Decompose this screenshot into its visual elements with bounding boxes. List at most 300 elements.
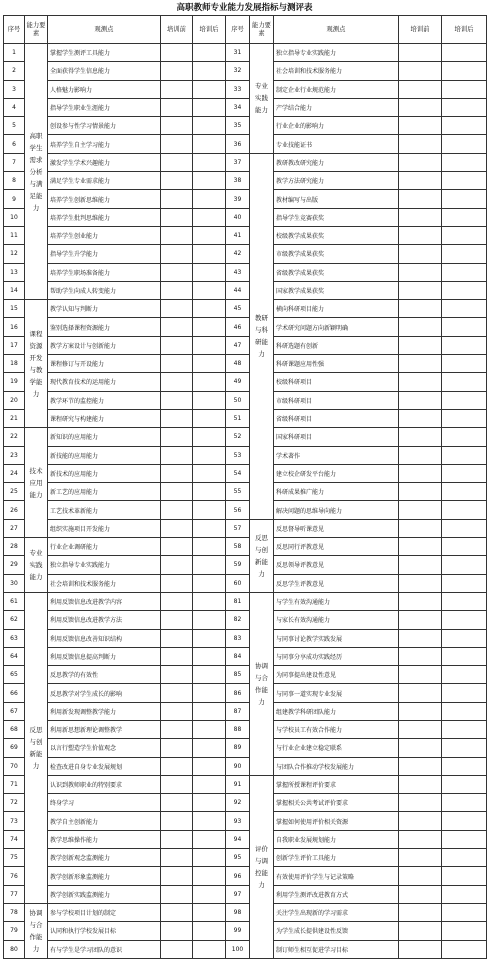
post-training-cell — [193, 830, 226, 848]
item-number: 52 — [226, 428, 250, 446]
observation-point: 培养学生创业能力 — [48, 226, 161, 244]
pre-training-cell — [161, 117, 193, 135]
item-number: 84 — [226, 647, 250, 665]
observation-point: 横向科研项目能力 — [274, 300, 399, 318]
post-training-cell — [193, 483, 226, 501]
pre-training-cell — [161, 519, 193, 537]
item-number: 18 — [4, 355, 25, 373]
table-row — [4, 428, 487, 446]
ability-category: 评价与调控能力 — [250, 775, 274, 958]
item-number: 46 — [226, 318, 250, 336]
observation-point: 自我职业发展规划能力 — [274, 830, 399, 848]
pre-training-cell — [399, 757, 442, 775]
observation-point: 制订师生相互促进学习目标 — [274, 940, 399, 958]
observation-point: 终身学习 — [48, 794, 161, 812]
observation-point: 市级科研项目 — [274, 391, 399, 409]
post-training-cell — [442, 80, 487, 98]
header-no: 序号 — [4, 16, 25, 44]
observation-point: 校级教学成果获奖 — [274, 226, 399, 244]
item-number: 82 — [226, 611, 250, 629]
post-training-cell — [193, 903, 226, 921]
post-training-cell — [442, 629, 487, 647]
item-number: 8 — [4, 172, 25, 190]
pre-training-cell — [161, 281, 193, 299]
observation-point: 学术研究问题方向新颖明确 — [274, 318, 399, 336]
header-post: 培训后 — [442, 16, 487, 44]
item-number: 12 — [4, 245, 25, 263]
pre-training-cell — [161, 592, 193, 610]
pre-training-cell — [399, 574, 442, 592]
item-number: 49 — [226, 373, 250, 391]
pre-training-cell — [399, 684, 442, 702]
pre-training-cell — [399, 903, 442, 921]
item-number: 61 — [4, 592, 25, 610]
pre-training-cell — [399, 226, 442, 244]
pre-training-cell — [161, 739, 193, 757]
item-number: 27 — [4, 519, 25, 537]
header-no: 序号 — [226, 16, 250, 44]
post-training-cell — [193, 373, 226, 391]
observation-point: 培养学生批判思维能力 — [48, 208, 161, 226]
observation-point: 新工艺的应用能力 — [48, 483, 161, 501]
table-row — [4, 812, 487, 830]
post-training-cell — [193, 812, 226, 830]
pre-training-cell — [161, 684, 193, 702]
observation-point: 关注学生出现新的学习需求 — [274, 903, 399, 921]
observation-point: 培养学生自主学习能力 — [48, 135, 161, 153]
pre-training-cell — [399, 373, 442, 391]
pre-training-cell — [161, 135, 193, 153]
item-number: 71 — [4, 775, 25, 793]
table-row — [4, 849, 487, 867]
pre-training-cell — [161, 208, 193, 226]
post-training-cell — [193, 117, 226, 135]
post-training-cell — [442, 391, 487, 409]
post-training-cell — [193, 44, 226, 62]
item-number: 55 — [226, 483, 250, 501]
post-training-cell — [193, 757, 226, 775]
item-number: 97 — [226, 885, 250, 903]
post-training-cell — [193, 428, 226, 446]
pre-training-cell — [399, 940, 442, 958]
item-number: 58 — [226, 538, 250, 556]
observation-point: 科研选题有创新 — [274, 336, 399, 354]
pre-training-cell — [161, 446, 193, 464]
table-body-top — [4, 44, 487, 593]
header-pre: 培训前 — [399, 16, 442, 44]
item-number: 74 — [4, 830, 25, 848]
post-training-cell — [193, 135, 226, 153]
post-training-cell — [442, 812, 487, 830]
post-training-cell — [193, 775, 226, 793]
post-training-cell — [193, 226, 226, 244]
table-row — [4, 483, 487, 501]
pre-training-cell — [399, 117, 442, 135]
post-training-cell — [193, 629, 226, 647]
pre-training-cell — [399, 867, 442, 885]
item-number: 93 — [226, 812, 250, 830]
pre-training-cell — [399, 62, 442, 80]
observation-point: 利用学生测评改进教育方式 — [274, 885, 399, 903]
item-number: 24 — [4, 464, 25, 482]
item-number: 22 — [4, 428, 25, 446]
observation-point: 教学认知与判断力 — [48, 300, 161, 318]
item-number: 25 — [4, 483, 25, 501]
post-training-cell — [442, 300, 487, 318]
observation-point: 市级教学成果获奖 — [274, 245, 399, 263]
pre-training-cell — [399, 135, 442, 153]
observation-point: 教学环节的监控能力 — [48, 391, 161, 409]
post-training-cell — [442, 409, 487, 427]
post-training-cell — [442, 208, 487, 226]
table-row — [4, 318, 487, 336]
observation-point: 利用反馈信息改进教学内容 — [48, 592, 161, 610]
pre-training-cell — [161, 812, 193, 830]
ability-category: 协调与合作能力 — [25, 903, 48, 958]
item-number: 34 — [226, 98, 250, 116]
observation-point: 教学方法研究能力 — [274, 172, 399, 190]
pre-training-cell — [399, 775, 442, 793]
post-training-cell — [442, 318, 487, 336]
post-training-cell — [193, 318, 226, 336]
pre-training-cell — [161, 775, 193, 793]
item-number: 85 — [226, 666, 250, 684]
item-number: 65 — [4, 666, 25, 684]
observation-point: 利用新思想新理论调整教学 — [48, 720, 161, 738]
item-number: 1 — [4, 44, 25, 62]
item-number: 11 — [4, 226, 25, 244]
post-training-cell — [193, 592, 226, 610]
post-training-cell — [193, 80, 226, 98]
pre-training-cell — [399, 647, 442, 665]
item-number: 77 — [4, 885, 25, 903]
pre-training-cell — [399, 336, 442, 354]
observation-point: 与同事讨论教学实践发展 — [274, 629, 399, 647]
table-row — [4, 336, 487, 354]
post-training-cell — [442, 226, 487, 244]
item-number: 44 — [226, 281, 250, 299]
item-number: 13 — [4, 263, 25, 281]
post-training-cell — [193, 794, 226, 812]
item-number: 67 — [4, 702, 25, 720]
item-number: 87 — [226, 702, 250, 720]
pre-training-cell — [399, 355, 442, 373]
observation-point: 掌握相关公共考试评价要求 — [274, 794, 399, 812]
post-training-cell — [193, 409, 226, 427]
item-number: 78 — [4, 903, 25, 921]
pre-training-cell — [399, 702, 442, 720]
observation-point: 利用新发现调整教学能力 — [48, 702, 161, 720]
observation-point: 科研课题应用性强 — [274, 355, 399, 373]
post-training-cell — [193, 172, 226, 190]
pre-training-cell — [399, 849, 442, 867]
post-training-cell — [193, 391, 226, 409]
post-training-cell — [442, 556, 487, 574]
table-row — [4, 794, 487, 812]
pre-training-cell — [399, 922, 442, 940]
observation-point: 创设参与性学习情景能力 — [48, 117, 161, 135]
pre-training-cell — [399, 501, 442, 519]
observation-point: 教学创新形象监测能力 — [48, 867, 161, 885]
pre-training-cell — [161, 44, 193, 62]
item-number: 83 — [226, 629, 250, 647]
observation-point: 教学创新实践监测能力 — [48, 885, 161, 903]
pre-training-cell — [161, 501, 193, 519]
observation-point: 组建教学科研团队能力 — [274, 702, 399, 720]
item-number: 54 — [226, 464, 250, 482]
post-training-cell — [193, 702, 226, 720]
table-row — [4, 355, 487, 373]
observation-point: 工艺技术革新能力 — [48, 501, 161, 519]
pre-training-cell — [161, 647, 193, 665]
observation-point: 行业企业的影响力 — [274, 117, 399, 135]
ability-category: 反思与创新能力 — [25, 592, 48, 903]
item-number: 41 — [226, 226, 250, 244]
post-training-cell — [193, 666, 226, 684]
item-number: 60 — [226, 574, 250, 592]
post-training-cell — [442, 666, 487, 684]
observation-point: 教学自主创新能力 — [48, 812, 161, 830]
pre-training-cell — [161, 922, 193, 940]
pre-training-cell — [161, 794, 193, 812]
observation-point: 与学生有效沟通能力 — [274, 592, 399, 610]
table-row — [4, 629, 487, 647]
post-training-cell — [442, 117, 487, 135]
pre-training-cell — [399, 720, 442, 738]
post-training-cell — [442, 885, 487, 903]
observation-point: 教学思维操作能力 — [48, 830, 161, 848]
pre-training-cell — [161, 355, 193, 373]
observation-point: 新技能的应用能力 — [48, 446, 161, 464]
table-row — [4, 903, 487, 921]
pre-training-cell — [399, 245, 442, 263]
header-point: 观测点 — [274, 16, 399, 44]
post-training-cell — [442, 684, 487, 702]
ability-category: 协调与合作能力 — [250, 592, 274, 775]
item-number: 9 — [4, 190, 25, 208]
observation-point: 教学创新观念监测能力 — [48, 849, 161, 867]
post-training-cell — [442, 355, 487, 373]
item-number: 17 — [4, 336, 25, 354]
pre-training-cell — [161, 263, 193, 281]
post-training-cell — [193, 739, 226, 757]
pre-training-cell — [399, 464, 442, 482]
item-number: 51 — [226, 409, 250, 427]
table-title: 高职教师专业能力发展指标与测评表 — [176, 3, 313, 13]
observation-point: 利用反馈信息提高判断力 — [48, 647, 161, 665]
observation-point: 反思同行评教意见 — [274, 538, 399, 556]
pre-training-cell — [161, 538, 193, 556]
pre-training-cell — [161, 62, 193, 80]
post-training-cell — [193, 355, 226, 373]
item-number: 96 — [226, 867, 250, 885]
pre-training-cell — [399, 318, 442, 336]
observation-point: 反思教学的有效性 — [48, 666, 161, 684]
item-number: 73 — [4, 812, 25, 830]
post-training-cell — [442, 757, 487, 775]
pre-training-cell — [161, 245, 193, 263]
ability-category: 反思与创新能力 — [250, 519, 274, 592]
pre-training-cell — [399, 592, 442, 610]
post-training-cell — [193, 245, 226, 263]
pre-training-cell — [161, 464, 193, 482]
post-training-cell — [442, 245, 487, 263]
item-number: 42 — [226, 245, 250, 263]
table-row — [4, 592, 487, 610]
item-number: 2 — [4, 62, 25, 80]
post-training-cell — [193, 336, 226, 354]
table-row — [4, 281, 487, 299]
observation-point: 教材编写与出版 — [274, 190, 399, 208]
pre-training-cell — [399, 208, 442, 226]
observation-point: 全面获得学生信息能力 — [48, 62, 161, 80]
post-training-cell — [193, 922, 226, 940]
table-row — [4, 684, 487, 702]
post-training-cell — [193, 849, 226, 867]
table-row — [4, 135, 487, 153]
observation-point: 以言行塑造学生价值观念 — [48, 739, 161, 757]
post-training-cell — [193, 464, 226, 482]
pre-training-cell — [161, 903, 193, 921]
observation-point: 反思学生评教意见 — [274, 574, 399, 592]
item-number: 59 — [226, 556, 250, 574]
table-row — [4, 62, 487, 80]
pre-training-cell — [161, 702, 193, 720]
pre-training-cell — [161, 336, 193, 354]
table-row — [4, 556, 487, 574]
table-row — [4, 611, 487, 629]
observation-point: 认同和执行学校发展目标 — [48, 922, 161, 940]
pre-training-cell — [399, 300, 442, 318]
item-number: 5 — [4, 117, 25, 135]
table-row — [4, 666, 487, 684]
table-body-bottom — [4, 592, 487, 958]
observation-point: 参与学校项目计划的制定 — [48, 903, 161, 921]
pre-training-cell — [161, 318, 193, 336]
observation-point: 指导学生职业生涯能力 — [48, 98, 161, 116]
pre-training-cell — [161, 153, 193, 171]
table-row — [4, 245, 487, 263]
item-number: 15 — [4, 300, 25, 318]
observation-point: 产学结合能力 — [274, 98, 399, 116]
post-training-cell — [442, 263, 487, 281]
observation-point: 社会培训和技术服务能力 — [48, 574, 161, 592]
observation-point: 检查改进自身专业发展规划 — [48, 757, 161, 775]
post-training-cell — [193, 611, 226, 629]
item-number: 79 — [4, 922, 25, 940]
observation-point: 培养学生职场准备能力 — [48, 263, 161, 281]
item-number: 95 — [226, 849, 250, 867]
observation-point: 与家长有效沟通能力 — [274, 611, 399, 629]
post-training-cell — [193, 281, 226, 299]
item-number: 39 — [226, 190, 250, 208]
item-number: 100 — [226, 940, 250, 958]
observation-point: 专业技能证书 — [274, 135, 399, 153]
pre-training-cell — [399, 80, 442, 98]
pre-training-cell — [161, 483, 193, 501]
pre-training-cell — [161, 867, 193, 885]
post-training-cell — [442, 464, 487, 482]
item-number: 81 — [226, 592, 250, 610]
item-number: 94 — [226, 830, 250, 848]
post-training-cell — [442, 98, 487, 116]
table-row — [4, 867, 487, 885]
pre-training-cell — [161, 611, 193, 629]
post-training-cell — [442, 281, 487, 299]
table-row — [4, 885, 487, 903]
header-ability: 能力要素 — [250, 16, 274, 44]
item-number: 69 — [4, 739, 25, 757]
post-training-cell — [193, 519, 226, 537]
item-number: 20 — [4, 391, 25, 409]
table-row — [4, 226, 487, 244]
item-number: 10 — [4, 208, 25, 226]
post-training-cell — [193, 62, 226, 80]
pre-training-cell — [399, 263, 442, 281]
observation-point: 与团队合作推动学校发展能力 — [274, 757, 399, 775]
table-row — [4, 208, 487, 226]
table-row — [4, 98, 487, 116]
observation-point: 科研成果推广能力 — [274, 483, 399, 501]
post-training-cell — [442, 483, 487, 501]
table-row — [4, 830, 487, 848]
item-number: 72 — [4, 794, 25, 812]
observation-point: 掌握学生测评工具能力 — [48, 44, 161, 62]
observation-point: 掌握如何使用评价相关资源 — [274, 812, 399, 830]
table-row — [4, 391, 487, 409]
table-row — [4, 538, 487, 556]
post-training-cell — [193, 647, 226, 665]
pre-training-cell — [161, 226, 193, 244]
observation-point: 利用反馈信息改善知识结构 — [48, 629, 161, 647]
item-number: 99 — [226, 922, 250, 940]
observation-point: 有效使用评价学生与记录策略 — [274, 867, 399, 885]
observation-point: 指导学生竞赛获奖 — [274, 208, 399, 226]
observation-point: 掌握所授课程评价要求 — [274, 775, 399, 793]
observation-point: 指导学生升学能力 — [48, 245, 161, 263]
item-number: 38 — [226, 172, 250, 190]
observation-point: 建立校企研发平台能力 — [274, 464, 399, 482]
item-number: 45 — [226, 300, 250, 318]
item-number: 26 — [4, 501, 25, 519]
observation-point: 反思督导听课意见 — [274, 519, 399, 537]
observation-point: 为学生成长提供建设性反馈 — [274, 922, 399, 940]
table-row — [4, 446, 487, 464]
item-number: 57 — [226, 519, 250, 537]
item-number: 30 — [4, 574, 25, 592]
post-training-cell — [442, 720, 487, 738]
pre-training-cell — [161, 757, 193, 775]
observation-point: 激发学生学术兴趣能力 — [48, 153, 161, 171]
observation-point: 教研教改研究能力 — [274, 153, 399, 171]
pre-training-cell — [399, 666, 442, 684]
pre-training-cell — [399, 428, 442, 446]
item-number: 92 — [226, 794, 250, 812]
observation-point: 人格魅力影响力 — [48, 80, 161, 98]
table-row — [4, 720, 487, 738]
post-training-cell — [442, 428, 487, 446]
pre-training-cell — [399, 519, 442, 537]
ability-category: 专业实践能力 — [25, 538, 48, 593]
item-number: 6 — [4, 135, 25, 153]
observation-point: 利用反馈信息改进教学方法 — [48, 611, 161, 629]
pre-training-cell — [399, 812, 442, 830]
observation-point: 行业企业调研能力 — [48, 538, 161, 556]
pre-training-cell — [399, 281, 442, 299]
item-number: 28 — [4, 538, 25, 556]
item-number: 56 — [226, 501, 250, 519]
post-training-cell — [442, 44, 487, 62]
